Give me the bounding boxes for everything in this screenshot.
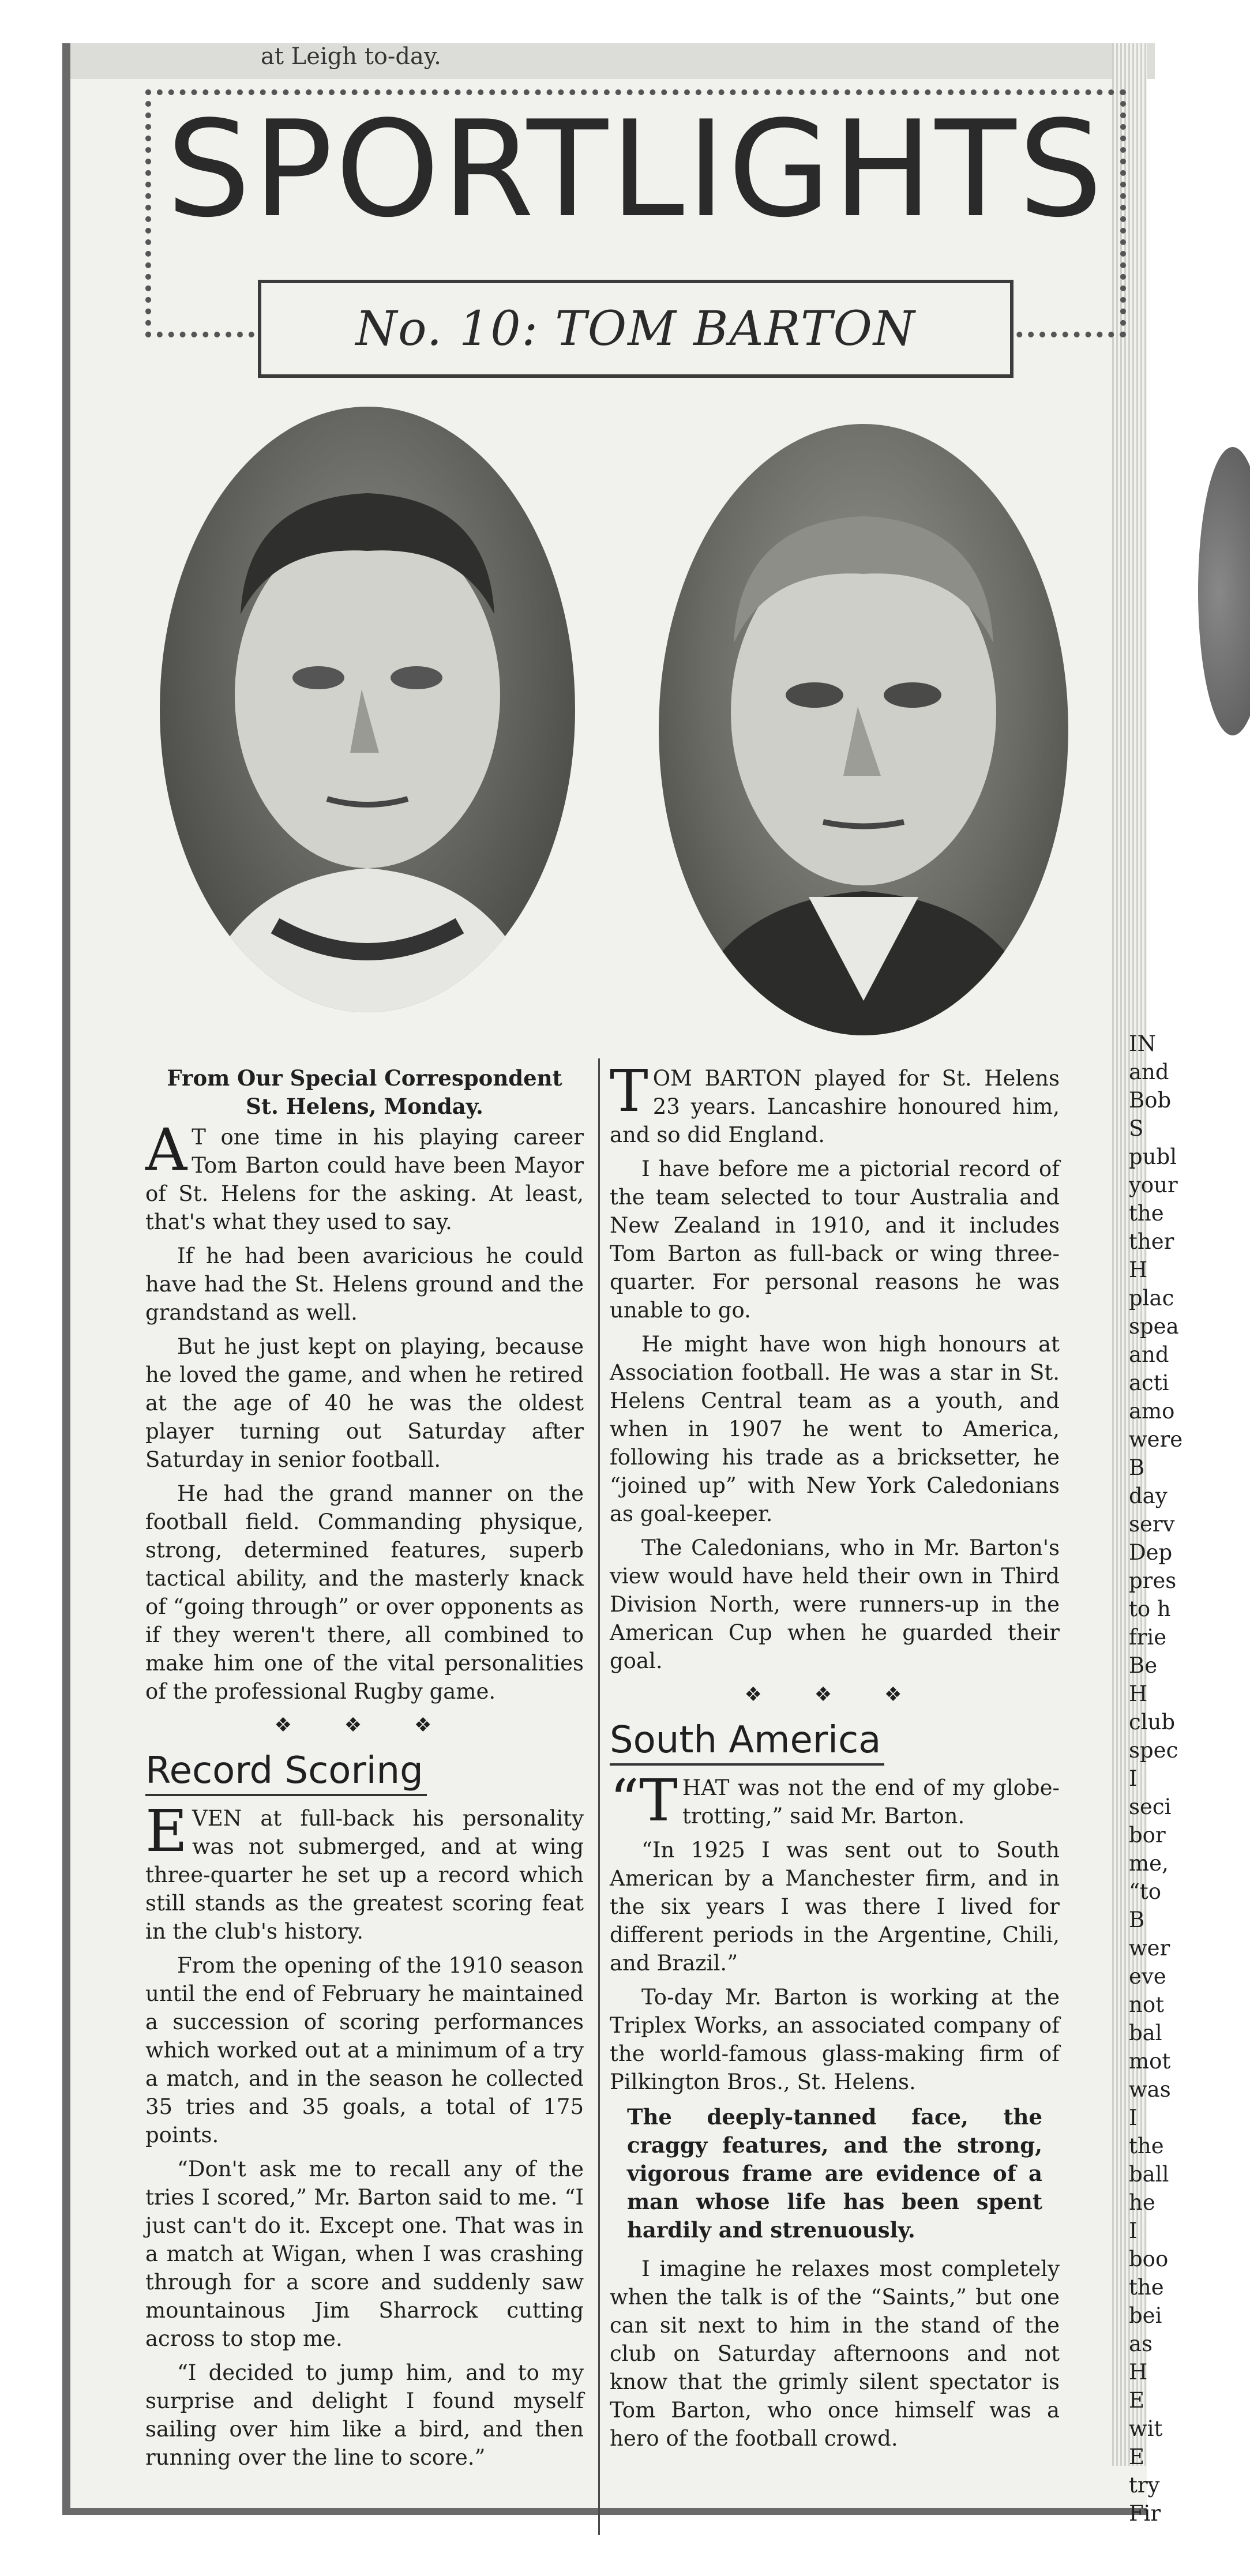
portrait-older-figure — [659, 424, 1068, 1035]
fragment-line: were — [1129, 1427, 1183, 1452]
paragraph: He had the grand manner on the football field. Commanding physique, strong, determined features, superb tactical ability, and the masterly knack of “going through” or over opponents as if they weren't there, all combined to make him one of the vital personalities of the professional Rugby game. — [145, 1481, 584, 1704]
fragment-line: to h — [1129, 1597, 1171, 1621]
portrait-young-figure — [160, 407, 575, 1012]
fragment-line: E — [1129, 2444, 1145, 2469]
fragment-line: Dep — [1129, 1540, 1173, 1565]
fragment-line: club — [1129, 1710, 1176, 1734]
paragraph: He might have won high honours at Association football. He was a star in St. Helens Central team as a youth, and when in 1907 he went to America, following his trade as a bricksetter, he “joined up” with New York Caledonians as goal-keeper. — [610, 1332, 1060, 1526]
portrait-older — [659, 424, 1068, 1035]
fragment-line: bei — [1129, 2303, 1162, 2328]
paragraph: To-day Mr. Barton is working at the Triplex Works, an associated company of the world-famous glass-making firm of Pilkington Bros., St. Helens. — [610, 1985, 1060, 2094]
subheading-record-scoring: Record Scoring — [145, 1748, 427, 1796]
paragraph: I have before me a pictorial record of the team selected to tour Australia and New Zealand in 1910, and it includes Tom Barton as full-back or wing three-quarter. For personal reasons he was unable to go. — [610, 1156, 1060, 1323]
fragment-line: H — [1129, 1681, 1148, 1706]
pull-quote: The deeply-tanned face, the craggy features, and the strong, vigorous frame are evidence of a man whose life has been spent hardily and strenuously. — [627, 2104, 1042, 2243]
drop-cap: T — [610, 1057, 648, 1125]
paragraph: “Don't ask me to recall any of the tries I scored,” Mr. Barton said to me. “I just can't do it. Except one. That was in a match at Wigan, when I was crashing through for a score and suddenly saw mountainous Jim Sharrock cutting across to stop me. — [145, 2157, 584, 2351]
section-lead-paragraph: “THAT was not the end of my globe-trotting,” said Mr. Barton. — [610, 1767, 1060, 1834]
fragment-line: spec — [1129, 1738, 1178, 1763]
fragment-line: S — [1129, 1116, 1144, 1141]
fragment-line: ball — [1129, 2162, 1169, 2187]
adjacent-column-fragments — [1129, 1030, 1221, 2529]
fragment-line: boo — [1129, 2247, 1169, 2271]
lead-paragraph: TOM BARTON played for St. Helens 23 years. Lancashire honoured him, and so did England. — [610, 1057, 1060, 1147]
adjacent-portrait-edge — [1198, 447, 1250, 735]
section-ornament: ❖ ❖ ❖ — [744, 1683, 925, 1706]
fragment-line: bal — [1129, 2021, 1162, 2045]
fragment-line: IN — [1129, 1031, 1156, 1056]
subheading-south-america: South America — [610, 1717, 884, 1766]
fragment-line: he — [1129, 2190, 1155, 2215]
fragment-line: “to — [1129, 1879, 1162, 1904]
paragraph: “In 1925 I was sent out to South American by a Manchester firm, and in the six years I was there I lived for different periods in the Argentine, Chili, and Brazil.” — [610, 1838, 1060, 1976]
paragraph: If he had been avaricious he could have had the St. Helens ground and the grandstand as well. — [145, 1244, 584, 1325]
left-column — [145, 1064, 584, 2477]
portrait-young — [160, 407, 575, 1012]
fragment-line: B — [1129, 1455, 1145, 1480]
fragment-line: I — [1129, 2105, 1138, 2130]
top-caption: at Leigh to-day. — [261, 43, 441, 70]
fragment-line: Be — [1129, 1653, 1158, 1678]
fragment-line: the — [1129, 1201, 1164, 1226]
fragment-line: serv — [1129, 1512, 1175, 1537]
paragraph: “I decided to jump him, and to my surprise and delight I found myself sailing over him like a bird, and then running over the line to score.” — [145, 2360, 584, 2470]
fragment-line: seci — [1129, 1794, 1172, 1819]
byline-dateline: St. Helens, Monday. — [246, 1094, 483, 1119]
fragment-line: acti — [1129, 1370, 1169, 1395]
fragment-line: frie — [1129, 1625, 1167, 1650]
newspaper-clipping — [62, 43, 1183, 2526]
fragment-line: spea — [1129, 1314, 1179, 1339]
drop-cap: “T — [610, 1767, 678, 1834]
fragment-line: wit — [1129, 2416, 1163, 2441]
fragment-line: Bob — [1129, 1088, 1172, 1113]
fragment-line: was — [1129, 2077, 1171, 2102]
fragment-line: pres — [1129, 1568, 1177, 1593]
top-strip — [70, 43, 1155, 79]
fragment-line: plac — [1129, 1286, 1174, 1310]
fragment-line: wer — [1129, 1936, 1170, 1961]
fragment-line: me, — [1129, 1851, 1169, 1876]
paragraph: But he just kept on playing, because he loved the game, and when he retired at the age of 40 he was the oldest player turning out Saturday after Saturday in senior football. — [145, 1334, 584, 1472]
fragment-line: Fir — [1129, 2501, 1161, 2526]
fragment-line: ther — [1129, 1229, 1174, 1254]
column-divider — [598, 1058, 600, 2535]
fragment-line: amo — [1129, 1399, 1175, 1424]
fragment-line: as — [1129, 2331, 1153, 2356]
masthead-title: SPORTLIGHTS — [166, 93, 1105, 247]
lead-paragraph: A T one time in his playing career Tom Barton could have been Mayor of St. Helens for the asking. At least, that's what they used to say. — [145, 1116, 584, 1234]
fragment-line: I — [1129, 1766, 1138, 1791]
fragment-line: and — [1129, 1060, 1169, 1084]
fragment-line: and — [1129, 1342, 1169, 1367]
paragraph: The Caledonians, who in Mr. Barton's view would have held their own in Third Division North, were runners-up in the American Cup when he guarded their goal. — [610, 1535, 1060, 1673]
fragment-line: I — [1129, 2218, 1138, 2243]
fragment-line: your — [1129, 1173, 1178, 1197]
article-subtitle: No. 10: TOM BARTON — [258, 280, 1013, 378]
paragraph: I imagine he relaxes most completely when the talk is of the “Saints,” but one can sit next to him in the stand of the club on Saturday afternoons and not know that the grimly silent spectator is Tom Barton, who once himself was a hero of the football crowd. — [610, 2256, 1060, 2451]
drop-cap: A — [145, 1116, 187, 1184]
drop-cap: E — [145, 1797, 187, 1865]
fragment-line: the — [1129, 2134, 1164, 2158]
right-column — [610, 1057, 1060, 2458]
fragment-line: E — [1129, 2388, 1145, 2413]
fragment-line: try — [1129, 2473, 1160, 2498]
fragment-line: H — [1129, 2360, 1148, 2385]
fragment-line: eve — [1129, 1964, 1166, 1989]
paragraph: From the opening of the 1910 season until the end of February he maintained a succession of scoring performances which worked out at a minimum of a try a match, and in the season he collected 35 tries and 35 goals, a total of 175 points. — [145, 1953, 584, 2147]
fragment-line: mot — [1129, 2049, 1171, 2074]
fragment-line: H — [1129, 1257, 1148, 1282]
fragment-line: day — [1129, 1484, 1168, 1508]
fragment-line: B — [1129, 1907, 1145, 1932]
section-ornament: ❖ ❖ ❖ — [274, 1714, 455, 1737]
section-lead-paragraph: EVEN at full-back his personality was not submerged, and at wing three-quarter he set up a record which still stands as the greatest scoring feat in the club's history. — [145, 1797, 584, 1944]
fragment-line: not — [1129, 1992, 1164, 2017]
byline-correspondent: From Our Special Correspondent — [167, 1065, 562, 1091]
byline — [145, 1064, 584, 1121]
fragment-line: bor — [1129, 1823, 1166, 1847]
fragment-line: publ — [1129, 1144, 1177, 1169]
fragment-line: the — [1129, 2275, 1164, 2300]
